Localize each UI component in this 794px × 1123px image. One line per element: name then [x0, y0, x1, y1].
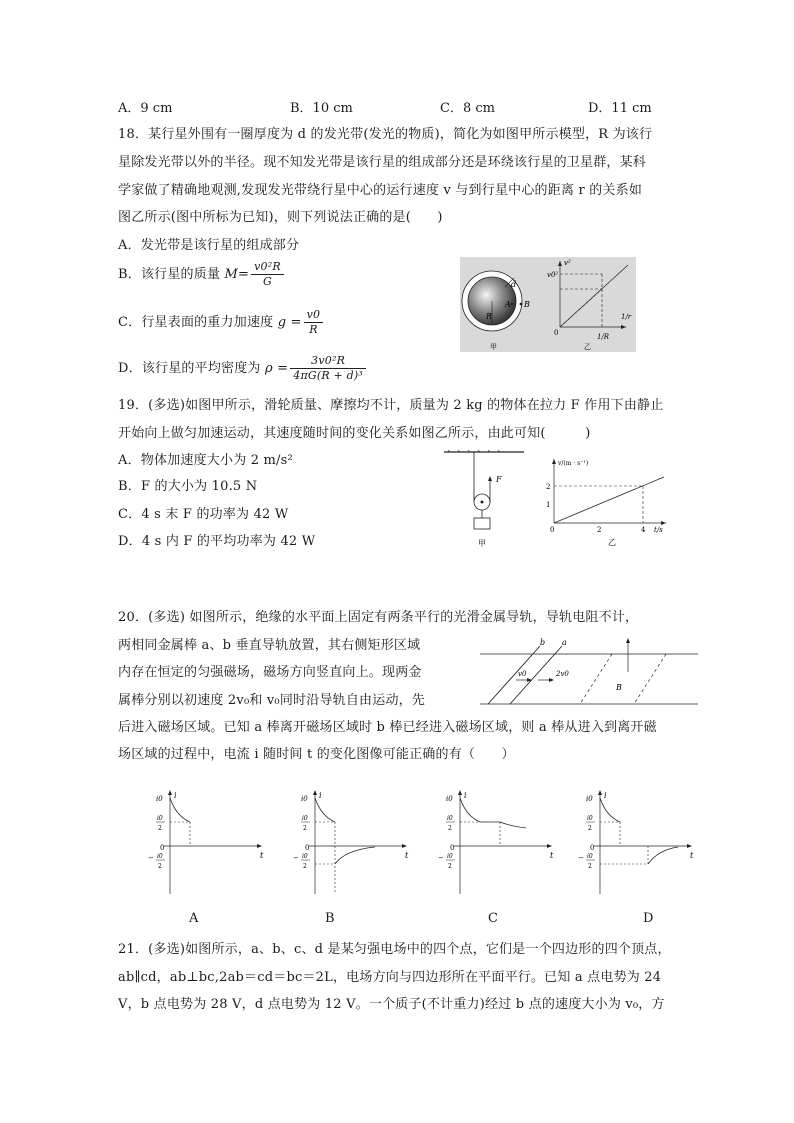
- label-a: A: [505, 300, 511, 309]
- label-r: R: [486, 312, 493, 321]
- q19-stem-line: 19．(多选)如图甲所示，滑轮质量、摩擦均不计，质量为 2 kg 的物体在拉力 F 作用下由静止: [118, 398, 664, 413]
- graph-neghalf-den: 2: [303, 863, 307, 870]
- q18-c-numerator: v0: [304, 308, 324, 323]
- graph-minus: −: [148, 854, 154, 862]
- graph-t-label: t: [405, 851, 409, 860]
- graph-t-label: t: [260, 851, 264, 860]
- q17-option-c: C．8 cm: [440, 101, 495, 116]
- tick-2: 2: [546, 483, 551, 491]
- graph-t-label: t: [550, 851, 554, 860]
- label-b: b: [540, 638, 546, 647]
- graph-half-den: 2: [448, 825, 452, 832]
- graph-decay-curve: [170, 798, 190, 822]
- graph-label-b: B: [325, 911, 335, 926]
- q19-option-c: C．4 s 末 F 的功率为 42 W: [118, 507, 289, 522]
- graph-i-label: i: [604, 791, 607, 800]
- graph-neg-curve: [335, 847, 375, 864]
- graph-t-arrow: [402, 844, 407, 848]
- q19-option-b: B．F 的大小为 10.5 N: [118, 479, 258, 494]
- label-d: d: [511, 280, 517, 289]
- graph-decay-curve: [460, 798, 480, 822]
- graph-minus: −: [578, 854, 584, 862]
- graph-i-label: i: [464, 791, 467, 800]
- q20-stem-line: 20．(多选) 如图所示，绝缘的水平面上固定有两条平行的光滑金属导轨，导轨电阻不计，: [118, 610, 639, 625]
- q18-b-denominator: G: [262, 275, 272, 288]
- q19-option-d: D．4 s 内 F 的平均功率为 42 W: [118, 534, 316, 549]
- graph-t-arrow: [687, 844, 692, 848]
- label-b: B: [524, 300, 530, 309]
- graph-decay-curve: [600, 798, 620, 822]
- graph-zero-label: 0: [590, 844, 595, 852]
- q17-option-a: A．9 cm: [118, 101, 173, 116]
- q21-stem-line: ab∥cd，ab⊥bc,2ab＝cd＝bc＝2L，电场方向与四边形所在平面平行。已知 a 点电势为 24: [118, 970, 662, 985]
- origin-zero: 0: [554, 329, 559, 337]
- label-2v0: 2v0: [556, 670, 569, 678]
- q18-figure: [460, 257, 636, 352]
- label-a: a: [562, 638, 567, 647]
- graph-half-num: i0: [302, 815, 308, 822]
- graph-zero-label: 0: [305, 844, 310, 852]
- axis-t: t/s: [654, 526, 663, 534]
- q18-option-d: D．该行星的平均密度为 ρ = $\frac{\text{3v0²R}}{\text{4πG(R + d)³}}$: [118, 354, 368, 383]
- tick-one-over-R: 1/R: [597, 333, 610, 341]
- tick-0: 0: [550, 526, 555, 534]
- graph-i0-label: i0: [446, 795, 453, 803]
- q20-stem-line: 内存在恒定的匀强磁场，磁场方向竖直向上。现两金: [118, 665, 422, 680]
- graph-zero-label: 0: [450, 844, 455, 852]
- tick-v02: v0²: [547, 271, 559, 279]
- graph-i-arrow: [458, 790, 462, 795]
- q21-stem-line: 21．(多选)如图所示，a、b、c、d 是某匀强电场中的四个点，它们是一个四边形的四个顶点，: [118, 942, 671, 957]
- graph-i0-label: i0: [156, 795, 163, 803]
- q19-pulley-figure: [444, 450, 528, 550]
- q18-c-denominator: R: [309, 323, 318, 336]
- graph-label-c: C: [488, 911, 498, 926]
- graph-neghalf-den: 2: [158, 863, 162, 870]
- graph-half-den: 2: [303, 825, 307, 832]
- graph-neghalf-num: i0: [447, 853, 453, 860]
- mass-block: [474, 518, 490, 529]
- q18-stem-line: 星除发光带以外的半径。现不知发光带是该行星的组成部分还是环绕该行星的卫星群，某科: [118, 155, 647, 170]
- label-yi: 乙: [584, 343, 591, 351]
- graph-i0-label: i0: [586, 795, 593, 803]
- q18-stem-line: 图乙所示(图中所标为已知)，则下列说法正确的是( ): [118, 210, 443, 225]
- graph-t-arrow: [547, 844, 552, 848]
- graph-half-den: 2: [158, 825, 162, 832]
- force-f: F: [496, 475, 502, 484]
- graph-zero-label: 0: [160, 844, 165, 852]
- graph-neghalf-num: i0: [157, 853, 163, 860]
- graph-t-arrow: [257, 844, 262, 848]
- q20-stem-line: 后进入磁场区域。已知 a 棒离开磁场区域时 b 棒已经进入磁场区域，则 a 棒从进入到离开磁: [118, 720, 657, 735]
- q20-graphs: [140, 786, 720, 906]
- graph-half-num: i0: [157, 815, 163, 822]
- axis-one-over-r: 1/r: [621, 313, 632, 321]
- q18-stem-line: 学家做了精确地观测,发现发光带绕行星中心的运行速度 v 与到行星中心的距离 r 的关系如: [118, 183, 643, 198]
- axis-v2: v²: [564, 259, 571, 267]
- graph-i0-label: i0: [301, 795, 308, 803]
- q20-stem-line: 场区域的过程中，电流 i 随时间 t 的变化图像可能正确的有（ ）: [118, 747, 515, 762]
- q19-option-a: A．物体加速度大小为 2 m/s²: [118, 453, 293, 468]
- axis-v: v/(m · s⁻¹): [558, 460, 589, 467]
- label-v0: v0: [518, 670, 527, 678]
- graph-i-arrow: [598, 790, 602, 795]
- graph-label-d: D: [643, 911, 654, 926]
- graph-decay-curve: [315, 798, 335, 822]
- label-jia: 甲: [490, 343, 497, 351]
- graph-half-den: 2: [588, 825, 592, 832]
- q18-option-c: C．行星表面的重力加速度 g = $\frac{v0}{R}$: [118, 308, 325, 337]
- q18-d-denominator: 4πG(R + d)³: [293, 369, 363, 382]
- q19-stem-line: 开始向上做匀加速运动，其速度随时间的变化关系如图乙所示，由此可知( ): [118, 426, 591, 441]
- q20-rails-figure: [470, 636, 702, 708]
- graph-tail-curve: [500, 822, 526, 828]
- graph-half-num: i0: [447, 815, 453, 822]
- graph-i-label: i: [319, 791, 322, 800]
- graph-i-arrow: [313, 790, 317, 795]
- rod-b: [488, 646, 540, 704]
- q20-stem-line: 两相同金属棒 a、b 垂直导轨放置，其右侧矩形区域: [118, 638, 421, 653]
- vt-line: [554, 477, 664, 523]
- graph-minus: −: [293, 854, 299, 862]
- q18-d-numerator: 3v0²R: [290, 354, 366, 369]
- graph-neg-curve: [648, 847, 678, 864]
- q19-vt-graph: [538, 455, 674, 549]
- graph-neghalf-den: 2: [448, 863, 452, 870]
- graph-half-num: i0: [587, 815, 593, 822]
- tick-x4: 4: [641, 526, 646, 534]
- tick-1: 1: [546, 501, 551, 509]
- q18-b-numerator: v0²R: [251, 260, 284, 275]
- q20-stem-line: 属棒分别以初速度 2v₀和 v₀同时沿导轨自由运动，先: [118, 693, 426, 708]
- graph-minus: −: [438, 854, 444, 862]
- graph-neghalf-den: 2: [588, 863, 592, 870]
- q21-stem-line: V，b 点电势为 28 V，d 点电势为 12 V。一个质子(不计重力)经过 b 点的速度大小为 v₀，方: [118, 997, 665, 1012]
- q17-option-d: D．11 cm: [588, 101, 652, 116]
- graph-neghalf-num: i0: [587, 853, 593, 860]
- label-yi: 乙: [608, 538, 616, 547]
- graph-i-arrow: [168, 790, 172, 795]
- graph-t-label: t: [690, 851, 694, 860]
- graph-label-a: A: [189, 911, 199, 926]
- q18-option-b: B．该行星的质量 M= $\frac{\text{v0²R}}{G}$: [118, 260, 286, 289]
- graph-i-label: i: [174, 791, 177, 800]
- label-jia: 甲: [478, 539, 486, 548]
- graph-neghalf-num: i0: [302, 853, 308, 860]
- q18-stem-line: 18．某行星外围有一圈厚度为 d 的发光带(发光的物质)，简化为如图甲所示模型，R 为该行: [118, 127, 653, 142]
- label-field-b: B: [616, 683, 622, 692]
- q18-option-a: A．发光带是该行星的组成部分: [118, 238, 300, 253]
- tick-x2: 2: [597, 526, 602, 534]
- q17-option-b: B．10 cm: [290, 101, 353, 116]
